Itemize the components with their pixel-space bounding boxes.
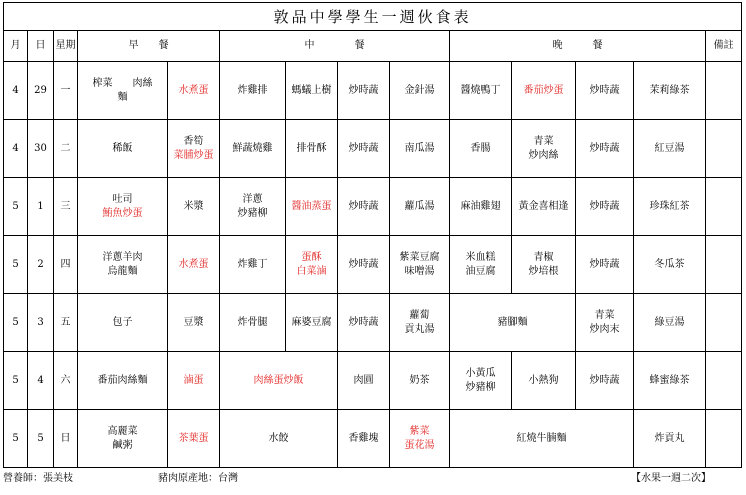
footer xyxy=(3,470,741,488)
weekday-cell: 三 xyxy=(54,178,78,236)
dinner-item: 炸貢丸 xyxy=(634,410,706,468)
dinner-item: 蜂蜜綠茶 xyxy=(634,352,706,410)
note-cell xyxy=(706,178,742,236)
breakfast-item: 番茄肉絲麵 xyxy=(78,352,168,410)
lunch-item: 炸雞丁 xyxy=(220,236,286,294)
month-cell: 5 xyxy=(4,294,28,352)
dinner-item: 茉莉綠茶 xyxy=(634,62,706,120)
dinner-item: 炒時蔬 xyxy=(576,236,634,294)
breakfast-item: 高麗菜 鹹粥 xyxy=(78,410,168,468)
lunch-item: 蘿瓜湯 xyxy=(390,178,450,236)
lunch-item: 奶茶 xyxy=(390,352,450,410)
weekday-cell: 一 xyxy=(54,62,78,120)
note-cell xyxy=(706,120,742,178)
menu-day-row xyxy=(4,294,742,352)
day-cell: 29 xyxy=(28,62,54,120)
dinner-item: 番茄炒蛋 xyxy=(512,62,576,120)
page-title: 敦品中學學生一週伙食表 xyxy=(4,3,742,31)
menu-day-row xyxy=(4,352,742,410)
weekday-cell: 六 xyxy=(54,352,78,410)
lunch-item: 醬油蒸蛋 xyxy=(286,178,338,236)
lunch-item: 炸骨腿 xyxy=(220,294,286,352)
dinner-item: 青菜 炒肉末 xyxy=(576,294,634,352)
header-day: 日 xyxy=(28,31,54,62)
lunch-item: 鮮蔬燒雞 xyxy=(220,120,286,178)
header-weekday: 星期 xyxy=(54,31,78,62)
menu-day-row xyxy=(4,236,742,294)
breakfast-item: 稀飯 xyxy=(78,120,168,178)
menu-day-row xyxy=(4,120,742,178)
dinner-item: 炒時蔬 xyxy=(576,62,634,120)
lunch-item: 炒時蔬 xyxy=(338,294,390,352)
fruit-note-label: 【水果一週二次】 xyxy=(631,473,711,484)
month-cell: 4 xyxy=(4,62,28,120)
lunch-item: 紫菜豆腐 味噌湯 xyxy=(390,236,450,294)
lunch-item: 南瓜湯 xyxy=(390,120,450,178)
dinner-item: 炒時蔬 xyxy=(576,120,634,178)
weekday-cell: 日 xyxy=(54,410,78,468)
day-cell: 1 xyxy=(28,178,54,236)
note-cell xyxy=(706,62,742,120)
dinner-item: 黃金喜相逢 xyxy=(512,178,576,236)
lunch-item: 洋蔥 炒豬柳 xyxy=(220,178,286,236)
dietitian-label: 營養師：張美枝 xyxy=(3,473,73,484)
header-lunch: 中 餐 xyxy=(220,31,450,62)
dinner-item: 豬腳麵 xyxy=(450,294,576,352)
breakfast-item: 豆漿 xyxy=(168,294,220,352)
month-cell: 5 xyxy=(4,178,28,236)
breakfast-item-line1: 香筍 xyxy=(183,135,204,147)
header-month: 月 xyxy=(4,31,28,62)
lunch-item: 蘿蔔 貢丸湯 xyxy=(390,294,450,352)
dinner-item: 珍珠紅茶 xyxy=(634,178,706,236)
lunch-item: 炒時蔬 xyxy=(338,236,390,294)
day-cell: 30 xyxy=(28,120,54,178)
breakfast-item: 包子 xyxy=(78,294,168,352)
weekly-menu-table xyxy=(3,2,742,468)
breakfast-item: 水煮蛋 xyxy=(168,62,220,120)
header-row xyxy=(4,31,742,62)
dinner-item: 炒時蔬 xyxy=(576,352,634,410)
breakfast-item-line2: 菜脯炒蛋 xyxy=(173,149,214,161)
lunch-item: 炒時蔬 xyxy=(338,62,390,120)
month-cell: 5 xyxy=(4,352,28,410)
lunch-item: 炒時蔬 xyxy=(338,178,390,236)
menu-day-row xyxy=(4,410,742,468)
meat-origin-label: 豬肉原產地：台灣 xyxy=(158,473,238,484)
breakfast-item: 滷蛋 xyxy=(168,352,220,410)
lunch-item: 麻婆豆腐 xyxy=(286,294,338,352)
lunch-item: 排骨酥 xyxy=(286,120,338,178)
day-cell: 2 xyxy=(28,236,54,294)
breakfast-item xyxy=(78,178,168,236)
menu-day-row xyxy=(4,62,742,120)
breakfast-item: 米漿 xyxy=(168,178,220,236)
dinner-item: 綠豆湯 xyxy=(634,294,706,352)
lunch-item: 水餃 xyxy=(220,410,338,468)
lunch-item: 螞蟻上樹 xyxy=(286,62,338,120)
menu-sheet xyxy=(3,2,741,468)
menu-day-row xyxy=(4,178,742,236)
dinner-item: 青菜 炒肉絲 xyxy=(512,120,576,178)
dinner-item: 青椒 炒培根 xyxy=(512,236,576,294)
breakfast-item-line1: 吐司 xyxy=(112,193,133,205)
lunch-item: 炸雞排 xyxy=(220,62,286,120)
dinner-item: 麻油雞翅 xyxy=(450,178,512,236)
lunch-item: 紫菜 蛋花湯 xyxy=(390,410,450,468)
header-note: 備註 xyxy=(706,31,742,62)
day-cell: 4 xyxy=(28,352,54,410)
title-row xyxy=(4,3,742,31)
breakfast-item-line2: 鮪魚炒蛋 xyxy=(102,207,143,219)
dinner-item: 紅燒牛腩麵 xyxy=(450,410,634,468)
day-cell: 5 xyxy=(28,410,54,468)
breakfast-item: 洋蔥羊肉 烏龍麵 xyxy=(78,236,168,294)
note-cell xyxy=(706,236,742,294)
month-cell: 4 xyxy=(4,120,28,178)
note-cell xyxy=(706,352,742,410)
month-cell: 5 xyxy=(4,410,28,468)
dinner-item: 炒時蔬 xyxy=(576,178,634,236)
lunch-item: 金針湯 xyxy=(390,62,450,120)
weekday-cell: 五 xyxy=(54,294,78,352)
dinner-item: 米血糕 油豆腐 xyxy=(450,236,512,294)
lunch-item: 蛋酥 白菜滷 xyxy=(286,236,338,294)
dinner-item: 冬瓜茶 xyxy=(634,236,706,294)
lunch-item: 香雞塊 xyxy=(338,410,390,468)
note-cell xyxy=(706,410,742,468)
weekday-cell: 四 xyxy=(54,236,78,294)
breakfast-item: 水煮蛋 xyxy=(168,236,220,294)
dinner-item: 紅豆湯 xyxy=(634,120,706,178)
dinner-item: 小熱狗 xyxy=(512,352,576,410)
month-cell: 5 xyxy=(4,236,28,294)
lunch-item: 肉圓 xyxy=(338,352,390,410)
dinner-item: 香腸 xyxy=(450,120,512,178)
weekday-cell: 二 xyxy=(54,120,78,178)
lunch-item: 肉絲蛋炒飯 xyxy=(220,352,338,410)
day-cell: 3 xyxy=(28,294,54,352)
breakfast-item: 榨菜 肉絲 麵 xyxy=(78,62,168,120)
note-cell xyxy=(706,294,742,352)
lunch-item: 炒時蔬 xyxy=(338,120,390,178)
dinner-item: 醬燒鴨丁 xyxy=(450,62,512,120)
header-breakfast: 早 餐 xyxy=(78,31,220,62)
dinner-item: 小黃瓜 炒豬柳 xyxy=(450,352,512,410)
header-dinner: 晚 餐 xyxy=(450,31,706,62)
breakfast-item: 茶葉蛋 xyxy=(168,410,220,468)
breakfast-item xyxy=(168,120,220,178)
